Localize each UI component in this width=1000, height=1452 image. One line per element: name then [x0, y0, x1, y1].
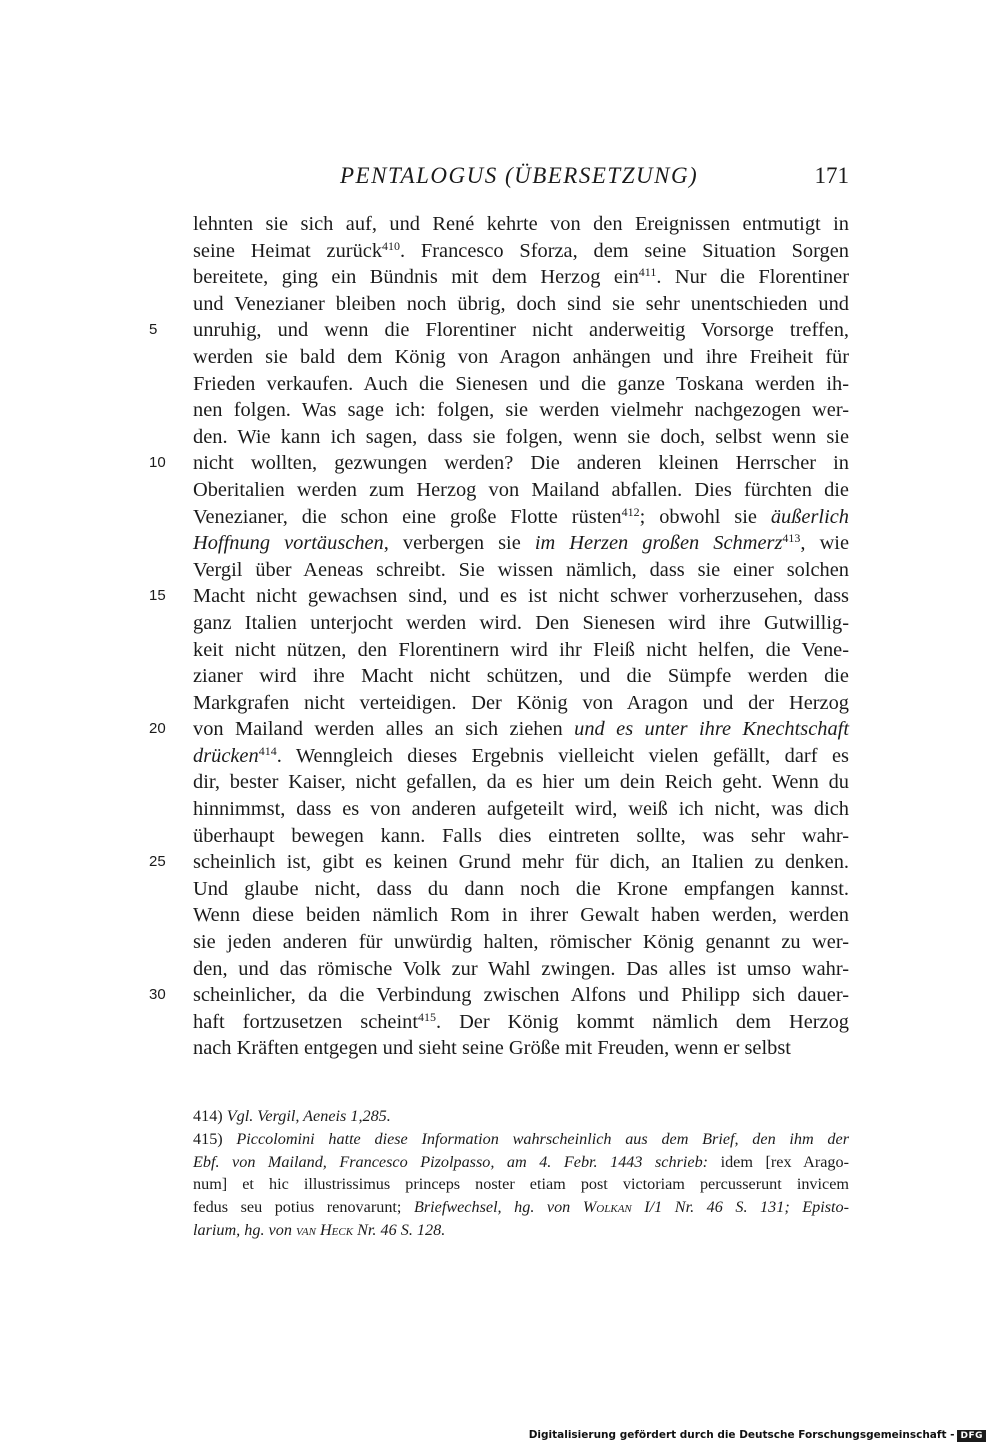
text-line-29: den, und das römische Volk zur Wahl zwingen. Das alles ist umso wahr- [193, 957, 849, 980]
text-line-28: sie jeden anderen für unwürdig halten, römischer König genannt zu wer- [193, 931, 849, 954]
text-line-23: hinnimmst, dass es von anderen aufgeteilt wird, weiß ich nicht, was dich [193, 798, 849, 821]
running-header [193, 163, 849, 195]
text-line-30: 30 scheinlicher, da die Verbindung zwischen Alfons und Philipp sich dauer- [193, 982, 849, 1009]
text-line-10: 10 nicht wollten, gezwungen werden? Die anderen kleinen Herrscher in [193, 450, 849, 477]
text-line-11: Oberitalien werden zum Herzog von Mailand abfallen. Dies fürchten die [193, 478, 849, 501]
text-line-32: nach Kräften entgegen und sieht seine Größe mit Freuden, wenn er selbst [193, 1037, 791, 1060]
text-line-31: haft fortzusetzen scheint$^{415}$. Der König kommt nämlich dem Herzog [193, 1009, 849, 1033]
text-line-9: den. Wie kann ich sagen, dass sie folgen, wenn sie doch, selbst wenn sie [193, 425, 849, 448]
footnotes [193, 1105, 849, 1242]
footnote-ref-413[interactable]: 413 [782, 531, 801, 546]
line-number: 10 [149, 454, 166, 472]
text-line-15: 15 Macht nicht gewachsen sind, und es ist nicht schwer vorherzusehen, dass [193, 583, 849, 610]
footnote-ref-410[interactable]: 410 [382, 238, 401, 253]
line-number: 30 [149, 986, 166, 1004]
text-line-1: lehnten sie sich auf, und René kehrte von den Ereignissen entmutigt in [193, 213, 849, 235]
text-line-2: seine Heimat zurück$^{410}$. Francesco Sforza, dem seine Situation Sorgen [193, 238, 849, 262]
footnote-ref-414[interactable]: 414 [258, 743, 277, 758]
footnote-415-line: larium, hg. von van Heck Nr. 46 S. 128. [193, 1220, 446, 1239]
footnote-415: 415) Piccolomini hatte diese Information wahrscheinlich aus dem Brief, den ihm der [193, 1129, 850, 1148]
text-line-20: 20 von Mailand werden alles an sich ziehen und es unter ihre Knechtschaft [193, 716, 849, 743]
text-line-17: keit nicht nützen, den Florentinern wird ihr Fleiß nicht helfen, die Vene- [193, 638, 849, 661]
text-line-24: überhaupt bewegen kann. Falls dies eintreten sollte, was sehr wahr- [193, 824, 849, 847]
text-line-7: Frieden verkaufen. Auch die Sienesen und die ganze Toskana werden ih- [193, 372, 849, 395]
footnote-415-line: fedus seu potius renovarunt; Briefwechsel, hg. von Wolkan I/1 Nr. 46 S. 131; Episto- [193, 1198, 850, 1217]
text-line-12: Venezianer, die schon eine große Flotte rüsten$^{412}$; obwohl sie äußerlich [193, 504, 849, 528]
line-number: 5 [149, 321, 158, 339]
footnote-414: 414) Vgl. Vergil, Aeneis 1,285. [193, 1107, 391, 1125]
text-line-6: werden sie bald dem König von Aragon anhängen und ihre Freiheit für [193, 345, 849, 368]
footnote-number: 415) [193, 1129, 223, 1148]
text-line-18: zianer wird ihre Macht nicht schützen, und die Sümpfe werden die [193, 665, 849, 688]
line-number: 15 [149, 587, 166, 605]
text-line-26: Und glaube nicht, dass du dann noch die Krone empfangen kannst. [193, 877, 849, 900]
text-line-8: nen folgen. Was sage ich: folgen, sie werden vielmehr nachgezogen wer- [193, 399, 849, 422]
text-line-22: dir, bester Kaiser, nicht gefallen, da es hier um dein Reich geht. Wenn du [193, 771, 849, 794]
body-text [149, 211, 850, 1062]
text-line-14: Vergil über Aeneas schreibt. Sie wissen nämlich, dass sie einer solchen [193, 558, 849, 581]
line-number: 25 [149, 853, 166, 871]
footnote-ref-412[interactable]: 412 [621, 504, 640, 519]
footnote-number: 414) [193, 1107, 223, 1125]
text-line-13: Hoffnung vortäuschen, verbergen sie im Herzen großen Schmerz$^{413}$, wie [193, 531, 850, 555]
line-number: 20 [149, 720, 166, 738]
footnote-ref-415[interactable]: 415 [418, 1009, 437, 1024]
page-number: 171 [814, 163, 849, 188]
running-title: PENTALOGUS (ÜBERSETZUNG) [340, 163, 699, 188]
digitization-credit: Digitalisierung gefördert durch die Deutsche Forschungsgemeinschaft - DFG [529, 1429, 986, 1442]
text-line-27: Wenn diese beiden nämlich Rom in ihrer Gewalt haben werden, werden [193, 904, 849, 927]
footnote-415-line: num] et hic illustrissimus princeps noster etiam post victoriam percusserunt invicem [193, 1175, 849, 1194]
text-line-19: Markgrafen nicht verteidigen. Der König von Aragon und der Herzog [193, 691, 849, 714]
dfg-logo: DFG [957, 1430, 986, 1442]
text-line-5: 5 unruhig, und wenn die Florentiner nicht anderweitig Vorsorge treffen, [193, 317, 849, 344]
text-line-21: drücken$^{414}$. Wenngleich dieses Ergebnis vielleicht vielen gefällt, darf es [193, 743, 849, 767]
text-line-25: 25 scheinlich ist, gibt es keinen Grund mehr für dich, an Italien zu denken. [193, 849, 849, 876]
footnote-415-line: Ebf. von Mailand, Francesco Pizolpasso, am 4. Febr. 1443 schrieb: idem [rex Arago- [193, 1152, 850, 1171]
text-line-16: ganz Italien unterjocht werden wird. Den Sienesen wird ihre Gutwillig- [193, 611, 849, 634]
footnote-ref-411[interactable]: 411 [638, 265, 657, 280]
text-line-3: bereitete, ging ein Bündnis mit dem Herzog ein$^{411}$. Nur die Florentiner [193, 265, 849, 289]
text-line-4: und Venezianer bleiben noch übrig, doch sind sie sehr unentschieden und [193, 292, 849, 315]
